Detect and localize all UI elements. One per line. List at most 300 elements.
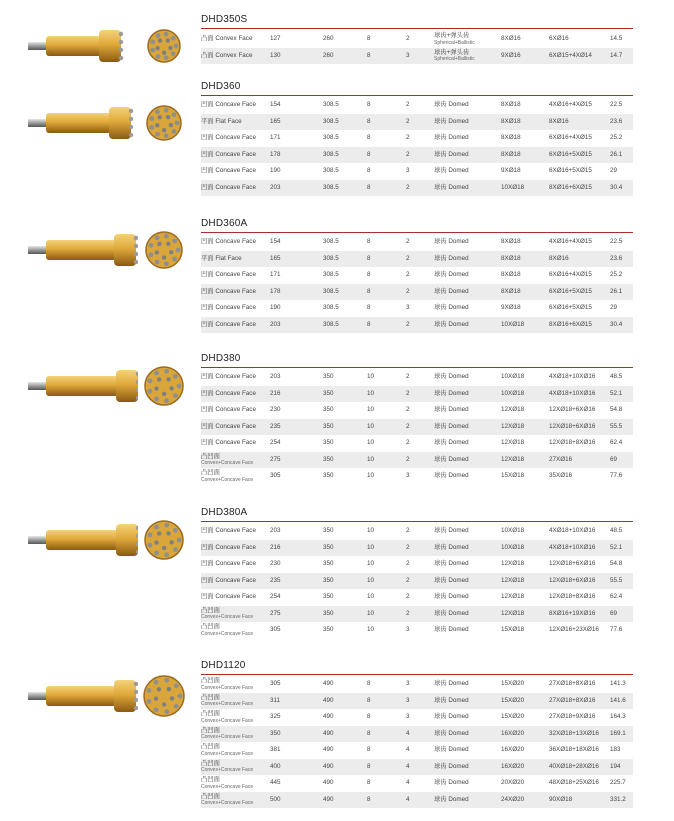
table-row	[201, 726, 633, 742]
length-cell	[323, 589, 363, 605]
button-type-cn: 球齿	[434, 593, 447, 600]
gauge-count-cell	[367, 452, 387, 468]
button-type-cell	[434, 284, 498, 300]
flushing-holes-cell-value: 2	[406, 35, 410, 42]
front-buttons-cell	[549, 300, 609, 316]
button-type-cn: 球齿+弹头齿	[434, 32, 470, 39]
length-cell-value: 308.5	[323, 117, 339, 125]
front-buttons-cell-value: 12XØ18+8XØ16	[549, 593, 596, 600]
table-row	[201, 573, 633, 589]
bit-diameter-cell-value: 235	[270, 576, 281, 584]
weight-cell-value: 26.1	[610, 287, 623, 295]
weight-cell	[610, 284, 640, 300]
gauge-count-cell-value: 10	[367, 560, 375, 567]
front-buttons-cell-value: 8XØ16+6XØ15	[549, 320, 592, 328]
gauge-count-cell-value: 10	[367, 422, 375, 430]
section-divider	[201, 521, 633, 522]
bit-diameter-cell	[270, 402, 310, 418]
weight-cell	[610, 540, 640, 556]
flushing-holes-cell-value: 2	[406, 134, 410, 141]
flushing-holes-cell-value: 3	[406, 696, 410, 704]
weight-cell-value: 30.4	[610, 320, 623, 328]
face-type-cn: 凸凹面	[201, 469, 220, 476]
bit-diameter-cell-value: 127	[270, 35, 281, 42]
weight-cell	[610, 468, 640, 484]
drill-bit-face-image	[142, 674, 186, 718]
button-type-en: Domed	[448, 543, 469, 551]
gauge-count-cell	[367, 31, 387, 47]
gauge-buttons-cell-value: 12XØ18	[501, 406, 525, 413]
face-type-cn: 凹面	[201, 238, 214, 245]
length-cell-value: 350	[323, 576, 334, 584]
face-type-en: Concave Face	[215, 287, 256, 295]
gauge-count-cell-value: 10	[367, 527, 375, 534]
gauge-buttons-cell-value: 12XØ18	[501, 576, 525, 584]
button-type-en: Domed	[448, 406, 469, 413]
button-type-cell	[434, 48, 498, 64]
flushing-holes-cell-value: 2	[406, 101, 410, 108]
face-type-cell	[201, 234, 269, 250]
bit-diameter-cell-value: 130	[270, 51, 281, 59]
bit-diameter-cell-value: 203	[270, 373, 281, 380]
front-buttons-cell-value: 35XØ16	[549, 472, 573, 479]
button-type-en: Domed	[448, 729, 469, 737]
face-type-cn: 平面	[201, 254, 214, 262]
button-type-cell	[434, 300, 498, 316]
weight-cell-value: 54.8	[610, 560, 623, 567]
bit-diameter-cell-value: 400	[270, 762, 281, 770]
button-type-cell	[434, 435, 498, 451]
flushing-holes-cell-value: 2	[406, 183, 410, 191]
gauge-count-cell	[367, 792, 387, 808]
flushing-holes-cell	[406, 589, 426, 605]
face-type-cn: 凹面	[201, 101, 214, 108]
gauge-count-cell-value: 8	[367, 762, 371, 770]
gauge-count-cell-value: 8	[367, 304, 371, 311]
bit-diameter-cell	[270, 419, 310, 435]
gauge-buttons-cell-value: 15XØ20	[501, 680, 525, 687]
weight-cell	[610, 48, 640, 64]
gauge-buttons-cell-value: 16XØ20	[501, 746, 525, 753]
face-type-cn: 凸面	[201, 51, 214, 59]
length-cell-value: 260	[323, 35, 334, 42]
face-type-cn: 凸凹面	[201, 606, 220, 614]
gauge-buttons-cell	[501, 742, 541, 758]
face-type-en: Concave Face	[215, 543, 256, 551]
front-buttons-cell	[549, 676, 609, 692]
bit-diameter-cell	[270, 693, 310, 709]
table-row	[201, 622, 633, 638]
gauge-count-cell	[367, 523, 387, 539]
length-cell-value: 350	[323, 543, 334, 551]
button-type-cn: 球齿	[434, 576, 447, 584]
length-cell-value: 350	[323, 527, 334, 534]
gauge-count-cell-value: 8	[367, 696, 371, 704]
section-title: DHD350S	[201, 14, 248, 25]
face-type-cell	[201, 147, 269, 163]
face-type-cell	[201, 468, 269, 484]
flushing-holes-cell-value: 3	[406, 167, 410, 174]
button-type-cn: 球齿	[434, 304, 447, 311]
front-buttons-cell-value: 8XØ16	[549, 254, 569, 262]
table-row	[201, 402, 633, 418]
front-buttons-cell	[549, 468, 609, 484]
front-buttons-cell	[549, 234, 609, 250]
flushing-holes-cell	[406, 31, 426, 47]
length-cell	[323, 163, 363, 179]
gauge-buttons-cell-value: 8XØ16	[501, 35, 521, 42]
flushing-holes-cell-value: 2	[406, 254, 410, 262]
weight-cell-value: 14.7	[610, 51, 623, 59]
weight-cell	[610, 573, 640, 589]
gauge-count-cell	[367, 622, 387, 638]
bit-diameter-cell	[270, 114, 310, 130]
gauge-buttons-cell	[501, 130, 541, 146]
bit-diameter-cell	[270, 468, 310, 484]
face-type-en: Concave Face	[215, 593, 256, 600]
table-row	[201, 589, 633, 605]
weight-cell	[610, 452, 640, 468]
drill-bit-side-image	[28, 520, 138, 560]
length-cell-value: 350	[323, 593, 334, 600]
front-buttons-cell	[549, 48, 609, 64]
length-cell-value: 350	[323, 373, 334, 380]
button-type-cell	[434, 676, 498, 692]
weight-cell-value: 23.6	[610, 117, 623, 125]
face-type-cn: 凸凹面	[201, 452, 220, 460]
flushing-holes-cell-value: 2	[406, 609, 410, 617]
gauge-buttons-cell-value: 8XØ18	[501, 134, 521, 141]
flushing-holes-cell	[406, 369, 426, 385]
bit-diameter-cell-value: 203	[270, 527, 281, 534]
flushing-holes-cell-value: 2	[406, 543, 410, 551]
flushing-holes-cell-value: 4	[406, 762, 410, 770]
button-type-cn: 球齿	[434, 713, 447, 720]
button-type-cell	[434, 540, 498, 556]
gauge-buttons-cell	[501, 317, 541, 333]
bit-diameter-cell	[270, 386, 310, 402]
drill-bit-side-image	[28, 26, 138, 66]
gauge-count-cell	[367, 234, 387, 250]
front-buttons-cell-value: 12XØ18+6XØ16	[549, 422, 596, 430]
flushing-holes-cell-value: 2	[406, 439, 410, 446]
gauge-count-cell-value: 8	[367, 35, 371, 42]
face-type-cn: 凹面	[201, 389, 214, 397]
gauge-count-cell	[367, 606, 387, 622]
length-cell	[323, 622, 363, 638]
flushing-holes-cell	[406, 419, 426, 435]
face-type-cell	[201, 300, 269, 316]
button-type-en: Domed	[448, 183, 469, 191]
gauge-buttons-cell	[501, 300, 541, 316]
button-type-en: Domed	[448, 439, 469, 446]
weight-cell	[610, 402, 640, 418]
gauge-count-cell	[367, 468, 387, 484]
gauge-count-cell-value: 8	[367, 779, 371, 786]
front-buttons-cell-value: 8XØ16+19XØ16	[549, 609, 596, 617]
bit-diameter-cell	[270, 435, 310, 451]
gauge-buttons-cell-value: 10XØ18	[501, 183, 525, 191]
button-type-cell	[434, 163, 498, 179]
front-buttons-cell-value: 27XØ18+8XØ16	[549, 696, 596, 704]
gauge-count-cell-value: 8	[367, 713, 371, 720]
weight-cell	[610, 606, 640, 622]
gauge-buttons-cell-value: 16XØ20	[501, 729, 525, 737]
bit-diameter-cell	[270, 31, 310, 47]
section-divider	[201, 367, 633, 368]
length-cell-value: 490	[323, 746, 334, 753]
button-type-en: Domed	[448, 304, 469, 311]
weight-cell	[610, 693, 640, 709]
bit-diameter-cell-value: 311	[270, 696, 281, 704]
face-type-en: Convex+Concave Face	[201, 767, 254, 773]
weight-cell	[610, 523, 640, 539]
button-type-cn: 球齿	[434, 729, 447, 737]
face-type-cn: 凸凹面	[201, 677, 220, 684]
face-type-cn: 凸凹面	[201, 792, 220, 800]
button-type-cell	[434, 147, 498, 163]
length-cell	[323, 540, 363, 556]
button-type-cell	[434, 419, 498, 435]
button-type-en: Domed	[448, 560, 469, 567]
gauge-buttons-cell	[501, 693, 541, 709]
flushing-holes-cell	[406, 284, 426, 300]
button-type-cn: 球齿	[434, 134, 447, 141]
gauge-buttons-cell-value: 15XØ18	[501, 626, 525, 633]
gauge-count-cell-value: 8	[367, 795, 371, 803]
weight-cell-value: 164.3	[610, 713, 626, 720]
gauge-buttons-cell	[501, 163, 541, 179]
table-row	[201, 775, 633, 791]
flushing-holes-cell-value: 3	[406, 680, 410, 687]
table-row	[201, 435, 633, 451]
bit-diameter-cell-value: 190	[270, 304, 281, 311]
gauge-buttons-cell	[501, 606, 541, 622]
bit-diameter-cell	[270, 742, 310, 758]
gauge-count-cell	[367, 540, 387, 556]
gauge-buttons-cell-value: 12XØ18	[501, 609, 525, 617]
face-type-cn: 凸凹面	[201, 759, 220, 767]
gauge-count-cell-value: 8	[367, 746, 371, 753]
front-buttons-cell-value: 12XØ18+6XØ16	[549, 406, 596, 413]
length-cell	[323, 114, 363, 130]
face-type-cell	[201, 180, 269, 196]
front-buttons-cell	[549, 369, 609, 385]
weight-cell-value: 48.5	[610, 373, 623, 380]
bit-diameter-cell	[270, 759, 310, 775]
button-type-en: Domed	[448, 609, 469, 617]
front-buttons-cell-value: 4XØ18+10XØ16	[549, 373, 596, 380]
length-cell-value: 490	[323, 762, 334, 770]
table-row	[201, 452, 633, 468]
bit-diameter-cell-value: 305	[270, 626, 281, 633]
bit-diameter-cell	[270, 317, 310, 333]
gauge-count-cell-value: 8	[367, 729, 371, 737]
face-type-cell	[201, 114, 269, 130]
face-type-cn: 凹面	[201, 287, 214, 295]
button-type-cn: 球齿	[434, 183, 447, 191]
front-buttons-cell	[549, 114, 609, 130]
length-cell	[323, 317, 363, 333]
weight-cell	[610, 369, 640, 385]
face-type-cell	[201, 792, 269, 808]
gauge-buttons-cell-value: 24XØ20	[501, 795, 525, 803]
weight-cell	[610, 775, 640, 791]
gauge-count-cell	[367, 317, 387, 333]
bit-diameter-cell-value: 305	[270, 472, 281, 479]
face-type-en: Concave Face	[215, 406, 256, 413]
flushing-holes-cell	[406, 556, 426, 572]
button-type-en: Domed	[448, 389, 469, 397]
front-buttons-cell-value: 4XØ18+10XØ16	[549, 543, 596, 551]
table-row	[201, 300, 633, 316]
face-type-en: Convex+Concave Face	[201, 460, 254, 466]
gauge-buttons-cell	[501, 284, 541, 300]
face-type-en: Convex+Concave Face	[201, 783, 254, 790]
weight-cell	[610, 97, 640, 113]
drill-bit-face-image	[142, 228, 186, 272]
bit-diameter-cell-value: 325	[270, 713, 281, 720]
length-cell-value: 308.5	[323, 320, 339, 328]
button-type-cell	[434, 97, 498, 113]
length-cell-value: 350	[323, 609, 334, 617]
bit-diameter-cell	[270, 180, 310, 196]
drill-bit-side-image	[28, 676, 138, 716]
face-type-cn: 凸凹面	[201, 710, 220, 717]
front-buttons-cell-value: 6XØ16	[549, 35, 569, 42]
flushing-holes-cell	[406, 267, 426, 283]
length-cell	[323, 267, 363, 283]
gauge-count-cell	[367, 130, 387, 146]
bit-diameter-cell-value: 500	[270, 795, 281, 803]
button-type-cell	[434, 468, 498, 484]
front-buttons-cell	[549, 97, 609, 113]
button-type-en: Domed	[448, 101, 469, 108]
flushing-holes-cell	[406, 300, 426, 316]
face-type-en: Concave Face	[215, 576, 256, 584]
gauge-count-cell-value: 8	[367, 320, 371, 328]
front-buttons-cell	[549, 742, 609, 758]
face-type-cell	[201, 540, 269, 556]
flushing-holes-cell	[406, 792, 426, 808]
weight-cell-value: 22.5	[610, 101, 623, 108]
weight-cell	[610, 251, 640, 267]
gauge-buttons-cell-value: 15XØ18	[501, 472, 525, 479]
bit-diameter-cell-value: 445	[270, 779, 281, 786]
gauge-buttons-cell	[501, 452, 541, 468]
button-type-en: Spherical+Ballistic	[434, 56, 475, 62]
flushing-holes-cell	[406, 742, 426, 758]
gauge-count-cell-value: 10	[367, 406, 375, 413]
length-cell-value: 490	[323, 795, 334, 803]
button-type-cell	[434, 759, 498, 775]
button-type-cell	[434, 573, 498, 589]
gauge-buttons-cell-value: 8XØ18	[501, 238, 521, 245]
gauge-count-cell-value: 8	[367, 167, 371, 174]
flushing-holes-cell	[406, 523, 426, 539]
face-type-cell	[201, 622, 269, 638]
length-cell	[323, 251, 363, 267]
face-type-cn: 凹面	[201, 304, 214, 311]
front-buttons-cell-value: 4XØ16+4XØ15	[549, 101, 592, 108]
button-type-en: Domed	[448, 238, 469, 245]
button-type-en: Domed	[448, 576, 469, 584]
length-cell	[323, 386, 363, 402]
flushing-holes-cell	[406, 402, 426, 418]
weight-cell	[610, 130, 640, 146]
button-type-cell	[434, 130, 498, 146]
length-cell-value: 490	[323, 779, 334, 786]
button-type-cell	[434, 792, 498, 808]
table-row	[201, 556, 633, 572]
button-type-cell	[434, 31, 498, 47]
length-cell-value: 308.5	[323, 183, 339, 191]
button-type-cell	[434, 402, 498, 418]
table-row	[201, 676, 633, 692]
face-type-en: Concave Face	[215, 150, 256, 158]
length-cell-value: 350	[323, 455, 334, 463]
front-buttons-cell	[549, 589, 609, 605]
button-type-en: Domed	[448, 254, 469, 262]
face-type-cell	[201, 523, 269, 539]
gauge-buttons-cell	[501, 31, 541, 47]
weight-cell	[610, 180, 640, 196]
weight-cell-value: 77.6	[610, 472, 623, 479]
front-buttons-cell-value: 4XØ18+10XØ16	[549, 389, 596, 397]
gauge-count-cell	[367, 435, 387, 451]
length-cell	[323, 742, 363, 758]
flushing-holes-cell-value: 4	[406, 746, 410, 753]
front-buttons-cell-value: 6XØ16+4XØ15	[549, 134, 592, 141]
button-type-cn: 球齿	[434, 167, 447, 174]
button-type-cn: 球齿	[434, 795, 447, 803]
gauge-buttons-cell	[501, 726, 541, 742]
flushing-holes-cell-value: 2	[406, 560, 410, 567]
table-row	[201, 693, 633, 709]
gauge-count-cell-value: 8	[367, 150, 371, 158]
front-buttons-cell	[549, 792, 609, 808]
gauge-count-cell-value: 10	[367, 373, 375, 380]
flushing-holes-cell	[406, 540, 426, 556]
face-type-cell	[201, 573, 269, 589]
face-type-cn: 凹面	[201, 576, 214, 584]
gauge-buttons-cell-value: 8XØ18	[501, 254, 521, 262]
button-type-en: Domed	[448, 626, 469, 633]
flushing-holes-cell	[406, 147, 426, 163]
flushing-holes-cell	[406, 775, 426, 791]
face-type-en: Concave Face	[215, 183, 256, 191]
front-buttons-cell-value: 8XØ16	[549, 117, 569, 125]
weight-cell	[610, 556, 640, 572]
weight-cell-value: 69	[610, 455, 618, 463]
flushing-holes-cell-value: 4	[406, 729, 410, 737]
length-cell-value: 490	[323, 696, 334, 704]
weight-cell	[610, 300, 640, 316]
bit-diameter-cell-value: 275	[270, 455, 281, 463]
front-buttons-cell	[549, 317, 609, 333]
button-type-en: Domed	[448, 713, 469, 720]
length-cell-value: 308.5	[323, 101, 339, 108]
length-cell	[323, 130, 363, 146]
button-type-cell	[434, 386, 498, 402]
button-type-cn: 球齿	[434, 320, 447, 328]
face-type-cn: 凹面	[201, 271, 214, 278]
bit-diameter-cell-value: 381	[270, 746, 281, 753]
button-type-cell	[434, 556, 498, 572]
table-row	[201, 163, 633, 179]
length-cell-value: 308.5	[323, 254, 339, 262]
table-row	[201, 114, 633, 130]
